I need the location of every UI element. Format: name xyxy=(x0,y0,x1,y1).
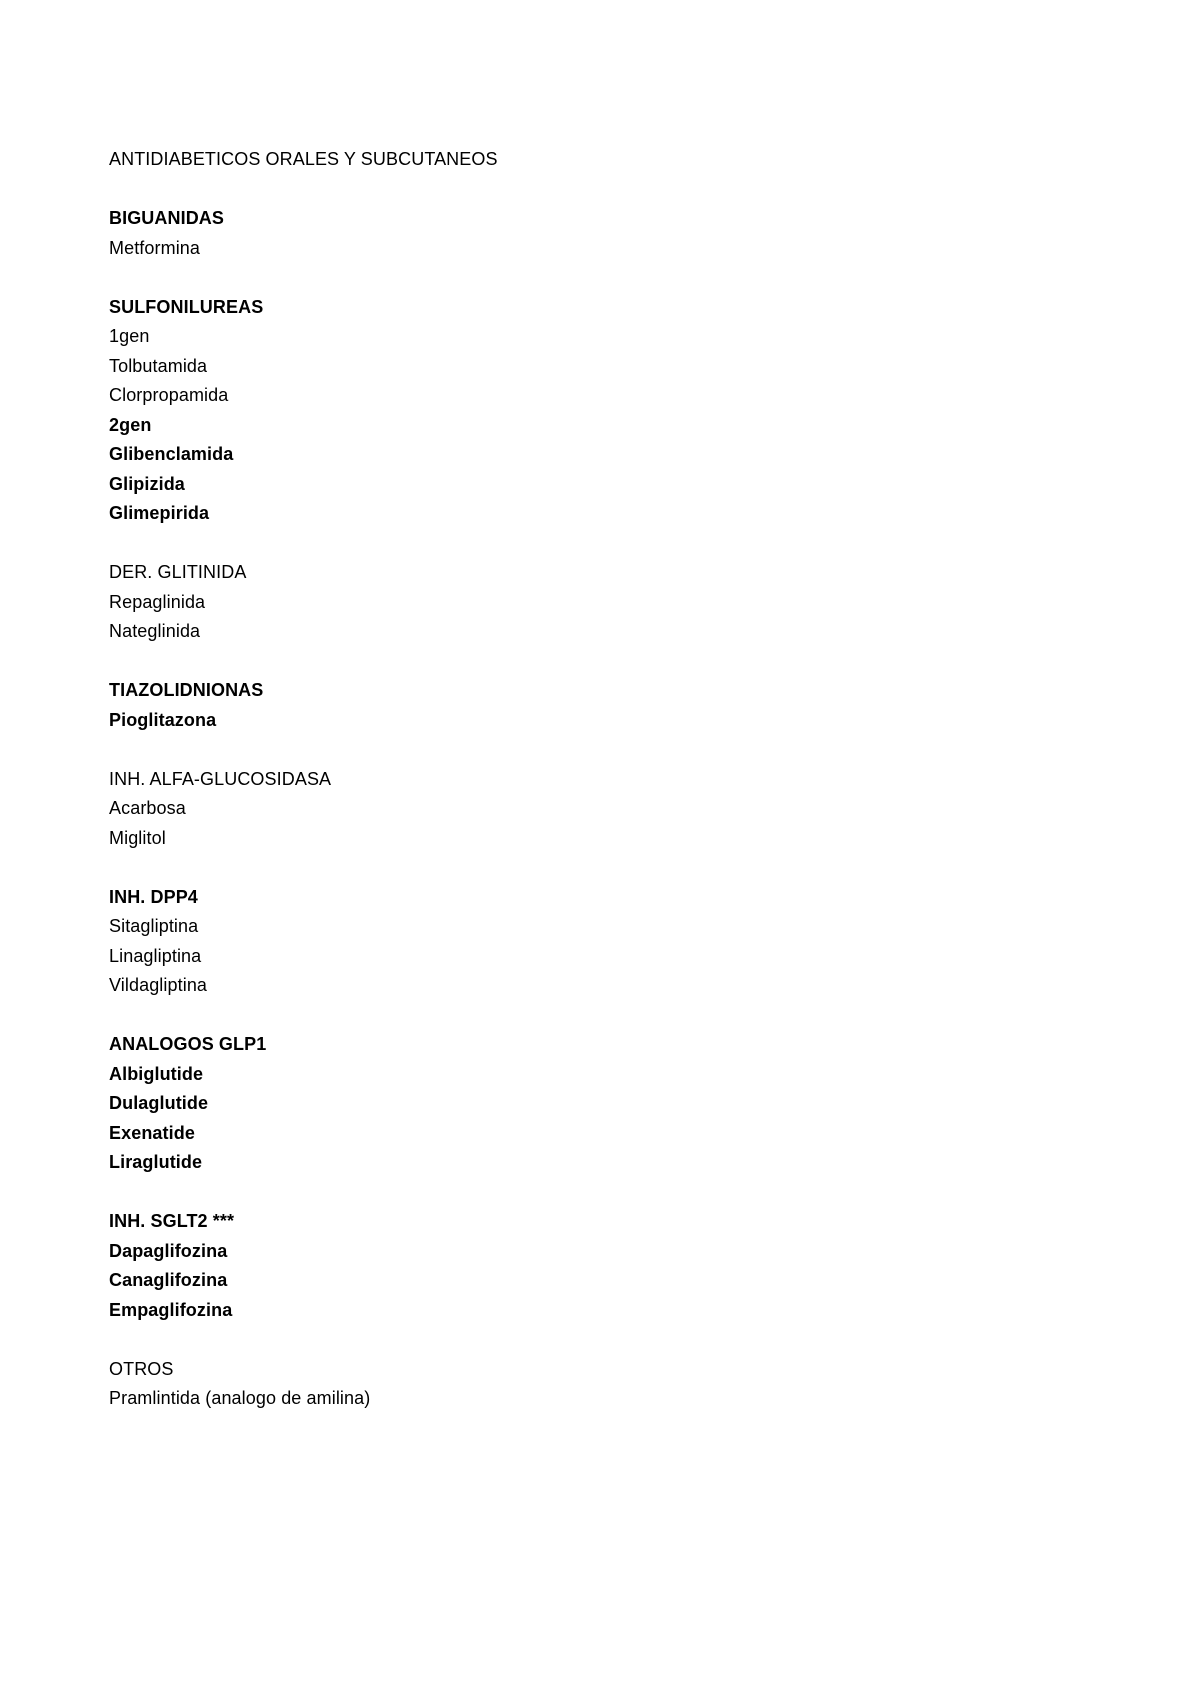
section-header-sglt2: INH. SGLT2 *** xyxy=(109,1211,235,1231)
drug-item: Albiglutide xyxy=(109,1063,204,1084)
section-header-dpp4: INH. DPP4 xyxy=(109,886,198,907)
document-body xyxy=(109,145,1109,1414)
drug-item: Vildagliptina xyxy=(109,975,208,995)
drug-item: Dapaglifozina xyxy=(109,1240,228,1261)
drug-item: Pramlintida (analogo de amilina) xyxy=(109,1388,371,1408)
drug-item: Tolbutamida xyxy=(109,355,208,376)
spacer xyxy=(109,1001,1109,1031)
drug-item: Acarbosa xyxy=(109,798,186,818)
drug-item: Glibenclamida xyxy=(109,444,234,464)
spacer xyxy=(109,1325,1109,1355)
drug-item: Dulaglutide xyxy=(109,1093,209,1113)
section-header-biguanidas: BIGUANIDAS xyxy=(109,208,225,228)
drug-item: Metformina xyxy=(109,237,201,258)
spacer xyxy=(109,175,1109,205)
spacer xyxy=(109,529,1109,559)
section-header-sulfonilureas: SULFONILUREAS xyxy=(109,296,264,317)
spacer xyxy=(109,1178,1109,1208)
spacer xyxy=(109,647,1109,677)
section-header-glp1: ANALOGOS GLP1 xyxy=(109,1034,267,1054)
drug-item: Sitagliptina xyxy=(109,916,199,936)
drug-item: Miglitol xyxy=(109,827,166,848)
drug-item: Glimepirida xyxy=(109,503,210,523)
section-header-alfa-glucosidasa: INH. ALFA-GLUCOSIDASA xyxy=(109,768,332,789)
drug-item: Empaglifozina xyxy=(109,1299,233,1320)
spacer xyxy=(109,263,1109,293)
subgroup-label-2gen: 2gen xyxy=(109,414,152,435)
drug-item: Linagliptina xyxy=(109,945,202,966)
drug-item: Glipizida xyxy=(109,473,185,494)
section-header-otros: OTROS xyxy=(109,1358,174,1379)
drug-item: Nateglinida xyxy=(109,621,201,641)
drug-item: Exenatide xyxy=(109,1122,195,1143)
drug-item: Pioglitazona xyxy=(109,709,217,730)
spacer xyxy=(109,735,1109,765)
section-header-glitinida: DER. GLITINIDA xyxy=(109,562,247,582)
drug-item: Liraglutide xyxy=(109,1152,203,1172)
spacer xyxy=(109,853,1109,883)
drug-item: Canaglifozina xyxy=(109,1270,228,1290)
document-title: ANTIDIABETICOS ORALES Y SUBCUTANEOS xyxy=(109,149,498,169)
section-header-tiazolidnionas: TIAZOLIDNIONAS xyxy=(109,680,264,700)
subgroup-label-1gen: 1gen xyxy=(109,326,150,346)
drug-item: Clorpropamida xyxy=(109,385,229,405)
drug-item: Repaglinida xyxy=(109,591,206,612)
